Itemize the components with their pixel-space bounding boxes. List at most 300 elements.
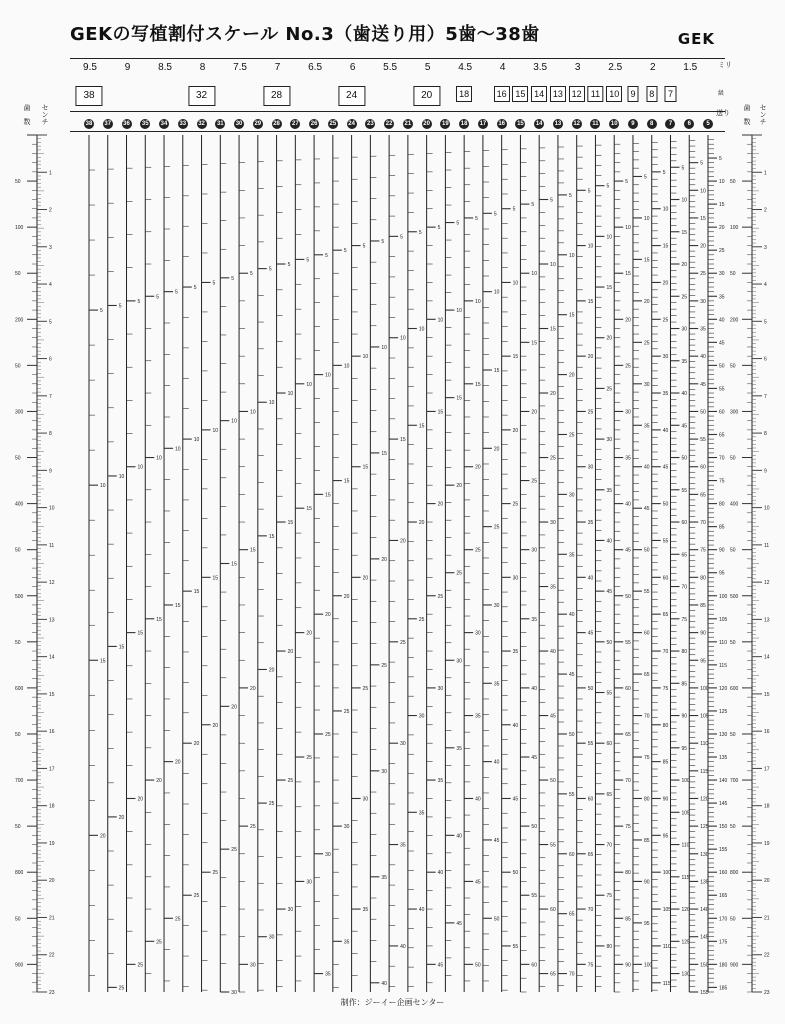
column-tick-label: 15 [512, 354, 519, 361]
column-tick-label: 25 [306, 755, 312, 762]
column-tick-label: 45 [437, 962, 444, 969]
column-tick-label: 15 [531, 340, 537, 347]
column-tick-label: 120 [681, 907, 690, 914]
scale-label: 9 [124, 62, 131, 73]
column-tick-label: 100 [700, 685, 709, 692]
column-tick-label: 75 [662, 685, 669, 692]
column-tick-label: 115 [681, 874, 690, 881]
column-tick-label: 30 [568, 492, 575, 499]
ha-circle: 28 [273, 121, 280, 127]
right-ruler-cm-label: 16 [764, 729, 770, 736]
column-tick-label: 135 [719, 755, 728, 762]
column-tick-label: 15 [550, 326, 556, 333]
right-ruler-ha-label: 50 [730, 731, 736, 738]
column-tick-label: 25 [437, 593, 444, 600]
column-tick-label: 25 [212, 870, 219, 877]
column-tick-label: 35 [493, 681, 500, 688]
ha-circle: 32 [198, 121, 205, 127]
column-tick-label: 10 [512, 280, 519, 287]
column-tick-label: 35 [568, 552, 575, 559]
column-tick-label: 25 [643, 340, 650, 347]
column-tick-label: 15 [231, 561, 237, 568]
right-ruler-cm-label: 12 [764, 580, 770, 587]
ha-circle: 23 [367, 121, 374, 127]
column-tick-label: 65 [662, 612, 669, 619]
column-tick-label: 5 [625, 179, 628, 186]
column-tick-label: 15 [493, 367, 500, 374]
column-tick-label: 90 [719, 547, 725, 554]
column-tick-label: 15 [568, 312, 575, 319]
column-tick-label: 10 [118, 473, 125, 480]
column-tick-label: 30 [606, 437, 613, 444]
left-ruler-ha-label: 50 [15, 271, 21, 278]
kyu-box: 14 [531, 86, 547, 102]
column-tick-label: 10 [719, 179, 725, 186]
column-tick-label: 25 [606, 386, 613, 393]
column-tick-label: 90 [625, 962, 631, 969]
right-ruler-cm-label: 3 [764, 244, 767, 251]
column-tick-label: 25 [381, 662, 387, 669]
column-tick-label: 30 [231, 990, 237, 996]
kyu-box: 24 [338, 86, 365, 106]
column-tick-label: 10 [456, 308, 462, 315]
left-ruler-ha-label: 700 [15, 778, 24, 785]
kyu-box: 12 [569, 86, 585, 102]
column-tick-label: 50 [568, 731, 575, 738]
column-tick-label: 5 [212, 280, 216, 287]
column-tick-label: 155 [719, 847, 728, 854]
column-tick-label: 15 [719, 202, 725, 209]
column-tick-label: 45 [568, 672, 575, 679]
column-tick-label: 10 [268, 400, 275, 407]
column-tick-label: 40 [475, 796, 481, 803]
ha-circle: 26 [310, 121, 318, 127]
column-tick-label: 5 [456, 220, 460, 227]
column-tick-label: 30 [268, 934, 275, 941]
column-tick-label: 10 [287, 391, 294, 398]
column-tick-label: 20 [681, 262, 688, 269]
column-tick-label: 5 [137, 298, 141, 305]
column-tick-label: 40 [568, 612, 575, 619]
column-tick-label: 30 [306, 879, 312, 886]
column-tick-label: 20 [156, 778, 162, 785]
column-tick-label: 55 [587, 741, 594, 748]
column-tick-label: 5 [643, 174, 647, 181]
okuri-label: 送り [716, 110, 730, 117]
column-tick-label: 95 [700, 658, 706, 665]
column-tick-label: 60 [643, 630, 650, 637]
column-tick-label: 65 [625, 731, 631, 738]
column-tick-label: 70 [568, 971, 575, 978]
left-ruler-ha-label: 400 [15, 501, 24, 508]
column-tick-label: 85 [643, 837, 650, 844]
column-tick-label: 40 [662, 427, 669, 434]
right-ruler-cm-label: 20 [764, 878, 770, 885]
column-tick-label: 35 [512, 649, 519, 656]
column-tick-label: 35 [418, 810, 425, 817]
column-tick-label: 45 [643, 506, 650, 513]
column-tick-label: 10 [343, 363, 350, 370]
column-tick-label: 30 [681, 326, 688, 333]
column-tick-label: 115 [700, 768, 709, 775]
ha-circle: 30 [235, 121, 243, 127]
column-tick-label: 35 [343, 939, 350, 946]
column-tick-label: 25 [156, 939, 162, 946]
column-tick-label: 75 [681, 616, 688, 623]
column-tick-label: 5 [381, 238, 385, 245]
column-tick-label: 50 [550, 778, 556, 785]
column-tick-label: 90 [681, 713, 688, 720]
left-ruler-ha-label: 50 [15, 731, 21, 738]
column-tick-label: 20 [100, 833, 106, 840]
column-tick-label: 25 [681, 294, 688, 301]
column-tick-label: 25 [418, 616, 425, 623]
left-ruler-ha-label: 50 [15, 824, 21, 831]
column-tick-label: 40 [381, 980, 387, 987]
column-tick-label: 60 [550, 907, 556, 914]
column-tick-label: 60 [568, 851, 575, 858]
column-tick-label: 60 [681, 520, 688, 527]
column-tick-label: 35 [362, 907, 369, 914]
scale-label: 8.5 [158, 62, 172, 73]
column-tick-label: 10 [625, 225, 631, 232]
column-tick-label: 10 [493, 289, 500, 296]
column-tick-label: 70 [643, 713, 650, 720]
ha-circle: 24 [348, 121, 355, 127]
column-tick-label: 60 [606, 741, 613, 748]
right-ruler-cm-label: 13 [764, 617, 770, 624]
column-tick-label: 15 [437, 409, 444, 416]
left-ruler-cm-label: 8 [49, 431, 52, 438]
column-tick-label: 50 [606, 639, 613, 646]
column-tick-label: 60 [662, 575, 669, 582]
column-tick-label: 105 [700, 713, 709, 720]
column-tick-label: 5 [550, 197, 553, 204]
ha-circle: 37 [104, 121, 112, 127]
left-ruler-cm-label: 13 [49, 617, 55, 624]
column-tick-label: 10 [475, 298, 481, 305]
column-tick-label: 80 [643, 796, 650, 803]
column-tick-label: 55 [700, 437, 706, 444]
scale-label: 3 [574, 62, 581, 73]
column-tick-label: 20 [662, 280, 669, 287]
right-ruler-ha-label: 50 [730, 547, 736, 554]
kyu-box: 20 [413, 86, 440, 106]
column-tick-label: 30 [719, 271, 725, 278]
column-tick-label: 40 [456, 833, 462, 840]
ha-circle: 33 [179, 121, 187, 127]
left-ruler-cm-label: 4 [49, 282, 52, 289]
column-tick-label: 130 [681, 971, 690, 978]
ha-circle: 21 [404, 121, 412, 127]
column-tick-label: 5 [118, 303, 122, 310]
scale-label: 5 [424, 62, 431, 73]
column-tick-label: 30 [662, 354, 669, 361]
column-tick-label: 15 [475, 381, 481, 388]
column-tick-label: 55 [512, 943, 519, 950]
column-tick-label: 100 [719, 593, 728, 600]
column-tick-label: 50 [662, 501, 669, 508]
ha-circle: 16 [498, 121, 505, 127]
column-tick-label: 50 [700, 409, 706, 416]
column-tick-label: 100 [662, 870, 672, 877]
column-tick-label: 15 [287, 520, 294, 527]
column-tick-label: 55 [568, 791, 575, 798]
column-tick-label: 30 [625, 409, 631, 416]
column-tick-label: 25 [512, 501, 519, 508]
column-tick-label: 10 [587, 243, 594, 250]
column-tick-label: 60 [587, 796, 594, 803]
column-tick-label: 35 [381, 874, 387, 881]
column-tick-label: 30 [381, 768, 387, 775]
column-tick-label: 35 [606, 487, 613, 494]
scale-label: 4.5 [458, 62, 473, 73]
column-tick-label: 40 [512, 722, 519, 729]
column-tick-label: 10 [212, 427, 219, 434]
column-tick-label: 60 [719, 409, 725, 416]
column-tick-label: 75 [700, 547, 706, 554]
left-ruler-cm-label: 1 [49, 170, 52, 177]
column-tick-label: 15 [643, 257, 650, 264]
left-ruler-ha-label: 50 [15, 547, 21, 554]
column-tick-label: 20 [231, 704, 237, 711]
column-tick-label: 20 [362, 575, 369, 582]
column-tick-label: 45 [719, 340, 725, 347]
ha-circle: 11 [592, 121, 599, 127]
column-tick-label: 25 [287, 778, 294, 785]
column-tick-label: 10 [193, 437, 200, 444]
ha-circle: 18 [460, 121, 468, 127]
column-tick-label: 20 [306, 630, 312, 637]
column-tick-label: 40 [625, 501, 631, 508]
column-tick-label: 25 [568, 432, 575, 439]
column-tick-label: 45 [662, 464, 669, 471]
scale-label: 5.5 [383, 62, 398, 73]
left-ruler-cm-label: 21 [49, 915, 55, 922]
column-tick-label: 5 [418, 229, 422, 236]
column-tick-label: 95 [681, 745, 688, 752]
column-tick-label: 10 [606, 234, 613, 241]
column-tick-label: 155 [700, 990, 709, 996]
ha-circle: 27 [291, 121, 299, 127]
column-tick-label: 5 [493, 211, 497, 218]
column-tick-label: 145 [700, 934, 709, 941]
column-tick-label: 75 [719, 478, 725, 485]
right-ruler-ha-label: 50 [730, 271, 736, 278]
column-tick-label: 15 [587, 298, 594, 305]
left-ruler-cm-label: 19 [49, 840, 55, 847]
ha-circle: 17 [479, 121, 487, 127]
column-tick-label: 20 [268, 667, 275, 674]
right-ha-label-top: 歯 [743, 104, 750, 111]
left-ruler-cm-label: 23 [49, 990, 55, 996]
column-tick-label: 70 [700, 520, 706, 527]
column-tick-label: 10 [137, 464, 144, 471]
column-tick-label: 105 [719, 616, 728, 623]
column-tick-label: 45 [606, 589, 613, 596]
column-tick-label: 30 [700, 298, 706, 305]
column-tick-label: 85 [662, 759, 669, 766]
scale-label: 4 [499, 62, 506, 73]
page-title: GEKの写植割付スケール No.3（歯送り用）5歯〜38歯 [70, 24, 540, 45]
column-tick-label: 25 [531, 478, 537, 485]
column-tick-label: 20 [719, 225, 725, 232]
left-ruler-ha-label: 600 [15, 685, 24, 692]
scale-label: 7 [274, 62, 281, 73]
ha-circle: 35 [141, 121, 149, 127]
ha-circle: 25 [329, 121, 337, 127]
scale-label: 8 [199, 62, 206, 73]
kyu-box: 11 [588, 86, 603, 102]
column-tick-label: 65 [719, 432, 725, 439]
column-tick-label: 110 [700, 741, 709, 748]
column-tick-label: 15 [250, 547, 256, 554]
column-tick-label: 30 [587, 464, 594, 471]
left-ha-label-bottom: 数 [23, 118, 30, 125]
column-tick-label: 25 [250, 824, 256, 831]
left-ruler-cm-label: 7 [49, 393, 52, 400]
kyu-box: 7 [665, 86, 676, 102]
column-tick-label: 25 [325, 731, 331, 738]
scale-label: 2 [649, 62, 656, 73]
left-ruler-ha-label: 800 [15, 870, 24, 877]
left-ruler-ha-label: 50 [15, 179, 21, 186]
column-tick-label: 15 [325, 492, 331, 499]
column-tick-label: 80 [681, 649, 688, 656]
column-tick-label: 25 [231, 847, 237, 854]
column-tick-label: 20 [512, 427, 519, 434]
column-tick-label: 60 [531, 962, 537, 969]
column-tick-label: 115 [719, 662, 727, 669]
right-ruler-cm-label: 4 [764, 282, 767, 289]
scale-label: 6 [349, 62, 356, 73]
column-tick-label: 40 [418, 907, 425, 914]
column-tick-label: 55 [531, 893, 537, 900]
column-tick-label: 105 [681, 810, 690, 817]
ha-circle: 31 [216, 121, 224, 127]
column-tick-label: 20 [550, 391, 556, 398]
column-tick-label: 10 [250, 409, 256, 416]
column-tick-label: 10 [643, 215, 650, 222]
kyu-box: 18 [456, 86, 472, 102]
column-tick-label: 70 [681, 584, 688, 591]
column-tick-label: 10 [231, 418, 237, 425]
column-tick-label: 20 [193, 741, 200, 748]
left-centi-label: センチ [41, 104, 48, 125]
column-tick-label: 45 [531, 755, 537, 762]
column-tick-label: 25 [362, 685, 369, 692]
column-tick-label: 70 [587, 907, 594, 914]
column-tick-label: 40 [681, 391, 688, 398]
right-ruler-ha-label: 50 [730, 824, 736, 831]
column-tick-label: 55 [550, 842, 556, 849]
column-tick-label: 5 [287, 262, 291, 269]
column-tick-label: 55 [606, 690, 613, 697]
column-tick-label: 70 [719, 455, 725, 462]
column-tick-label: 85 [625, 916, 631, 923]
right-ruler-ha-label: 50 [730, 639, 736, 646]
column-tick-label: 40 [437, 870, 444, 877]
column-tick-label: 20 [643, 298, 650, 305]
column-tick-label: 125 [681, 939, 690, 946]
column-tick-label: 25 [587, 409, 594, 416]
column-tick-label: 85 [681, 681, 688, 688]
column-tick-label: 10 [662, 206, 669, 213]
column-tick-label: 180 [719, 962, 728, 969]
left-ruler-ha-label: 900 [15, 962, 24, 969]
right-ruler-cm-label: 10 [764, 505, 770, 512]
column-tick-label: 90 [643, 879, 650, 886]
column-tick-label: 65 [550, 971, 556, 978]
right-ruler-ha-label: 300 [730, 409, 739, 416]
column-tick-label: 40 [493, 759, 500, 766]
left-ruler-cm-label: 18 [49, 803, 55, 810]
right-centi-label: センチ [759, 104, 766, 125]
right-ruler-cm-label: 14 [764, 654, 770, 661]
column-tick-label: 15 [343, 478, 350, 485]
column-tick-label: 90 [662, 796, 669, 803]
kyu-box: 32 [188, 86, 215, 106]
column-tick-label: 10 [550, 262, 556, 269]
column-tick-label: 45 [475, 879, 481, 886]
column-tick-label: 95 [719, 570, 725, 577]
column-tick-label: 150 [700, 962, 709, 969]
right-ruler-ha-label: 100 [730, 225, 739, 232]
left-ruler-cm-label: 20 [49, 878, 55, 885]
column-tick-label: 145 [719, 801, 728, 808]
column-tick-label: 80 [606, 943, 613, 950]
column-tick-label: 20 [325, 612, 331, 619]
column-tick-label: 40 [700, 354, 706, 361]
column-tick-label: 10 [400, 335, 406, 342]
column-tick-label: 70 [625, 778, 631, 785]
left-ha-label-top: 歯 [23, 104, 30, 111]
column-tick-label: 30 [475, 630, 481, 637]
column-tick-label: 35 [456, 745, 462, 752]
column-tick-label: 185 [719, 985, 728, 992]
column-tick-label: 15 [625, 271, 631, 278]
column-tick-label: 85 [700, 602, 706, 609]
column-tick-label: 20 [118, 814, 125, 821]
column-tick-label: 25 [625, 363, 631, 370]
brand-logo: GEK [677, 30, 715, 48]
right-ruler-cm-label: 11 [764, 542, 770, 549]
column-tick-label: 50 [719, 363, 725, 370]
column-tick-label: 5 [156, 294, 160, 301]
column-tick-label: 70 [662, 649, 669, 656]
column-tick-label: 15 [681, 229, 688, 236]
column-tick-label: 40 [531, 685, 537, 692]
column-tick-label: 5 [193, 285, 197, 292]
column-tick-label: 5 [325, 252, 328, 259]
left-ruler-ha-label: 300 [15, 409, 24, 416]
column-tick-label: 80 [700, 575, 706, 582]
column-tick-label: 45 [625, 547, 631, 554]
left-ruler-cm-label: 3 [49, 244, 52, 251]
left-ruler-cm-label: 15 [49, 691, 55, 698]
ha-circle: 29 [254, 121, 262, 127]
kyu-box: 8 [646, 86, 657, 102]
column-tick-label: 5 [681, 165, 685, 172]
column-tick-label: 65 [700, 492, 706, 499]
column-tick-label: 10 [100, 483, 106, 490]
column-tick-label: 25 [268, 801, 275, 808]
column-tick-label: 45 [700, 381, 706, 388]
ha-circle: 5 [703, 119, 713, 129]
column-tick-label: 115 [662, 980, 671, 987]
column-tick-label: 130 [719, 731, 728, 738]
column-tick-label: 45 [512, 796, 519, 803]
